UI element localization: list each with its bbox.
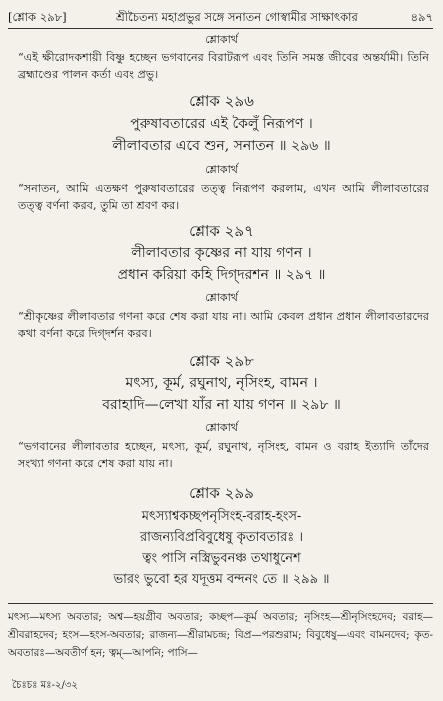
running-header [8, 6, 433, 29]
translation-label: শ্লোকার্থ [205, 421, 238, 434]
translation-text: “সনাতন, আমি এতক্ষণ পুরুষাবতারের তত্ত্ব নিরূপণ করলাম, এখন আমি লীলাবতারের তত্ত্ব বর্ণনা করব, তুমি তা শ্রবণ কর। [18, 182, 429, 212]
translation-label: শ্লোকার্থ [205, 291, 238, 304]
verse-line: প্রধান করিয়া কহি দিগ্‌দরশন ॥ ২৯৭ ॥ [117, 267, 326, 283]
header-title: শ্রীচৈতন্য মহাপ্রভুর সঙ্গে সনাতন গোস্বামীর সাক্ষাৎকার [116, 10, 358, 24]
verse-text [18, 113, 425, 157]
verse-line: পুরুষাবতারের এই কৈলুঁ নিরূপণ । [130, 116, 313, 132]
verse-line: ভারং ভুবো হর যদূত্তম বন্দনং তে ॥ ২৯৯ ॥ [113, 572, 330, 587]
verse-text [18, 372, 425, 416]
verse-line: লীলাবতার কৃষ্ণের না যায় গণন । [131, 245, 312, 261]
translation-label: শ্লোকার্থ [205, 163, 238, 176]
translation-text: “শ্রীকৃষ্ণের লীলাবতার গণনা করে শেষ করা যায় না। আমি কেবল প্রধান প্রধান লীলাবতারদের কথা বর্ণনা করে দিগ্‌দর্শন করব। [18, 310, 429, 340]
verse-number: শ্লোক ২৯৭ [189, 222, 254, 240]
page-number: ৪৯৭ [410, 10, 433, 24]
translation-text: “এই ক্ষীরোদকশায়ী বিষ্ণু হচ্ছেন ভগবানের বিরাটরূপ এবং তিনি সমস্ত জীবের অন্তর্যামী। তিনি ব্রহ্মাণ্ডের পালন কর্তা এবং প্রভু। [18, 51, 429, 81]
verse-line: ত্বং পাসি নস্ত্রিভুবনঞ্চ তথাধুনেশ [142, 551, 301, 566]
verse-text [18, 242, 425, 286]
word-meanings: মৎস্য—মৎস্য অবতার; অশ্ব—হয়গ্রীব অবতার; কচ্ছপ—কূর্ম অবতার; নৃসিংহ—শ্রীনৃসিংহদেব; বরাহ—শ্রীবরাহদেব; হংস—হংস-অবতার; রাজন্য—শ্রীরামচন্দ্র; বিপ্র—পরশুরাম; বিবুধেষু—এবং বামনদেব; কৃত-অবতারঃ—অবতীর্ণ হন; ত্বম্—আপনি; পাসি— [8, 603, 433, 662]
verse-text [18, 506, 425, 590]
verse-line: মৎস্যাশ্বকচ্ছপনৃসিংহ-বরাহ-হংস- [141, 509, 302, 524]
verse-number: শ্লোক ২৯৮ [189, 352, 254, 370]
verse-number: শ্লোক ২৯৯ [189, 484, 254, 502]
verse-line: বরাহাদি—লেখা যাঁর না যায় গণন ॥ ২৯৮ ॥ [102, 397, 341, 413]
verse-number: শ্লোক ২৯৬ [189, 92, 254, 110]
verse-line: লীলাবতার এবে শুন, সনাতন ॥ ২৯৬ ॥ [112, 138, 331, 154]
verse-line: মৎস্য, কূর্ম, রঘুনাথ, নৃসিংহ, বামন । [125, 375, 318, 391]
translation-text: “ভগবানের লীলাবতার হচ্ছেন, মৎস্য, কূর্ম, রঘুনাথ, নৃসিংহ, বামন ও বরাহ ইত্যাদি তাঁদের সংখ্যা গণনা করে শেষ করা যায় না। [18, 440, 429, 470]
verse-line: রাজন্যবিপ্রবিবুধেষু কৃতাবতারঃ । [140, 530, 303, 545]
translation-label: শ্লোকার্থ [205, 33, 238, 46]
footer-signature: চৈঃচঃ মঃ-২/৩২ [12, 680, 78, 691]
header-verse-ref: [শ্লোক ২৯৮] [8, 10, 67, 24]
